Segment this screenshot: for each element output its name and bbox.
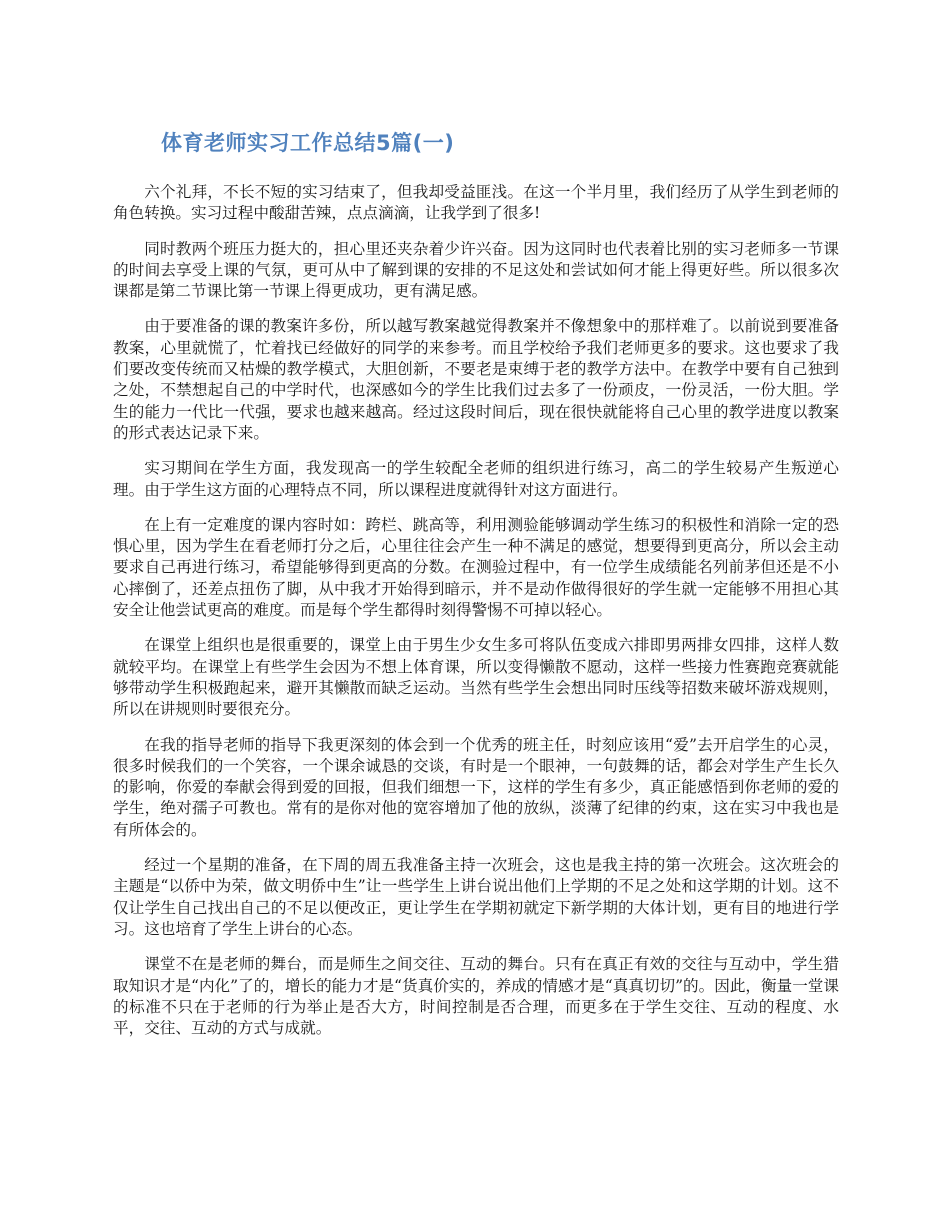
- paragraph-3: 由于要准备的课的教案许多份，所以越写教案越觉得教案并不像想象中的那样难了。以前说到要准备教案，心里就慌了，忙着找已经做好的同学的来参考。而且学校给予我们老师更多的要求。这也要求了我们要改变传统而又枯燥的教学模式，大胆创新，不要老是束缚于老的教学方法中。在教学中要有自己独到之处，不禁想起自己的中学时代，也深感如今的学生比我们过去多了一份顽皮，一份灵活，一份大胆。学生的能力一代比一代强，要求也越来越高。经过这段时间后，现在很快就能将自己心里的教学进度以教案的形式表达记录下来。: [113, 317, 839, 442]
- document-body: [113, 182, 839, 1039]
- document-title: 体育老师实习工作总结5篇(一): [161, 131, 455, 155]
- paragraph-2: 同时教两个班压力挺大的，担心里还夹杂着少许兴奋。因为这同时也代表着比别的实习老师多一节课的时间去享受上课的气氛，更可从中了解到课的安排的不足这处和尝试如何才能上得更好些。所以很多次课都是第二节课比第一节课上得更成功，更有满足感。: [113, 239, 839, 301]
- paragraph-8: 经过一个星期的准备，在下周的周五我准备主持一次班会，这也是我主持的第一次班会。这次班会的主题是“以侨中为荣，做文明侨中生”让一些学生上讲台说出他们上学期的不足之处和这学期的计划。这不仅让学生自己找出自己的不足以便改正，更让学生在学期初就定下新学期的大体计划，更有目的地进行学习。这也培育了学生上讲台的心态。: [113, 856, 839, 938]
- paragraph-1: 六个礼拜，不长不短的实习结束了，但我却受益匪浅。在这一个半月里，我们经历了从学生到老师的角色转换。实习过程中酸甜苦辣，点点滴滴，让我学到了很多!: [113, 183, 839, 223]
- paragraph-9: 课堂不在是老师的舞台，而是师生之间交往、互动的舞台。只有在真正有效的交往与互动中，学生猎取知识才是“内化”了的，增长的能力才是“货真价实的，养成的情感才是“真真切切”的。因此，衡量一堂课的标准不只在于老师的行为举止是否大方，时间控制是否合理，而更多在于学生交往、互动的程度、水平，交往、互动的方式与成就。: [113, 955, 839, 1038]
- paragraph-4: 实习期间在学生方面，我发现高一的学生较配全老师的组织进行练习，高二的学生较易产生叛逆心理。由于学生这方面的心理特点不同，所以课程进度就得针对这方面进行。: [113, 459, 839, 499]
- paragraph-6: 在课堂上组织也是很重要的，课堂上由于男生少女生多可将队伍变成六排即男两排女四排，这样人数就较平均。在课堂上有些学生会因为不想上体育课，所以变得懒散不愿动，这样一些接力性赛跑竞赛就能够带动学生积极跑起来，避开其懒散而缺乏运动。当然有些学生会想出同时压线等招数来破坏游戏规则，所以在讲规则时要很充分。: [113, 636, 839, 719]
- paragraph-7: 在我的指导老师的指导下我更深刻的体会到一个优秀的班主任，时刻应该用“爱”去开启学生的心灵，很多时候我们的一个笑容，一个课余诚恳的交谈，有时是一个眼神，一句鼓舞的话，都会对学生产生长久的影响，你爱的奉献会得到爱的回报，但我们细想一下，这样的学生有多少，真正能感悟到你老师的爱的学生，绝对孺子可教也。常有的是你对他的宽容增加了他的放纵，淡薄了纪律的约束，这在实习中我也是有所体会的。: [113, 735, 839, 839]
- paragraph-5: 在上有一定难度的课内容时如：跨栏、跳高等，利用测验能够调动学生练习的积极性和消除一定的恐惧心里，因为学生在看老师打分之后，心里往往会产生一种不满足的感觉，想要得到更高分，所以会主动要求自己再进行练习，希望能够得到更高的分数。在测验过程中，有一位学生成绩能名列前茅但还是不小心摔倒了，还差点扭伤了脚，从中我才开始得到暗示，并不是动作做得很好的学生就一定能够不用担心其安全让他尝试更高的难度。而是每个学生都得时刻得警惕不可掉以轻心。: [113, 515, 839, 620]
- document-page: [113, 128, 839, 1053]
